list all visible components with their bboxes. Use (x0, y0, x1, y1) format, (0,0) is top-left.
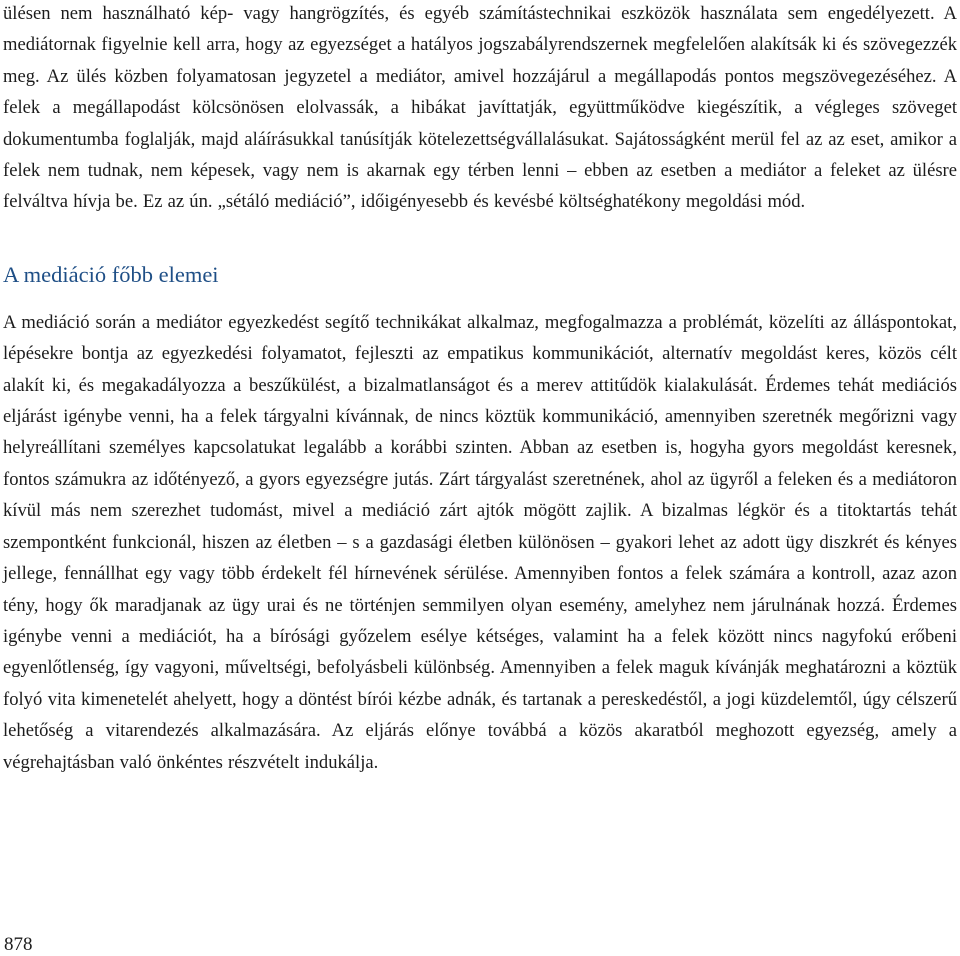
section-heading: A mediáció főbb elemei (3, 261, 219, 287)
document-page (3, 0, 957, 778)
body-paragraph-2: A mediáció során a mediátor egyezkedést segítő technikákat alkalmaz, megfogalmazza a problémát, közelíti az álláspontokat, lépésekre bontja az egyezkedési folyamatot, fejleszti az empatikus kommunikációt, alternatív megoldást keres, közös célt alakít ki, és megakadályozza a beszűkülést, a bizalmatlanságot és a merev attitűdök kialakulását. Érdemes tehát mediációs eljárást igénybe venni, ha a felek tárgyalni kívánnak, de nincs köztük kommunikáció, amennyiben szeretnék megőrizni vagy helyreállítani személyes kapcsolatukat legalább a korábbi szinten. Abban az esetben is, hogyha gyors megoldást keresnek, fontos számukra az időtényező, a gyors egyezségre jutás. Zárt tárgyalást szeretnének, ahol az ügyről a feleken és a mediátoron kívül más nem szerezhet tudomást, mivel a mediáció zárt ajtók mögött zajlik. A bizalmas légkör és a titoktartás tehát szempontként funkcionál, hiszen az életben – s a gazdasági életben különösen – gyakori lehet az adott ügy diszkrét és kényes jellege, fennállhat egy vagy több érdekelt fél hírnevének sérülése. Amennyiben fontos a felek számára a kontroll, azaz azon tény, hogy ők maradjanak az ügy urai és ne történjen semmilyen olyan esemény, amelyhez nem járulnának hozzá. Érdemes igénybe venni a mediációt, ha a bírósági győzelem esélye kétséges, valamint ha a felek között nincs nagyfokú erőbeni egyenlőtlenség, így vagyoni, műveltségi, befolyásbeli különbség. Amennyiben a felek maguk kívánják meghatározni a köztük folyó vita kimenetelét ahelyett, hogy a döntést bírói kézbe adnák, és tartanak a pereskedéstől, a jogi küzdelemtől, úgy célszerű lehetőség a vitarendezés alkalmazására. Az eljárás előnye továbbá a közös akaratból meghozott egyezség, amely a végrehajtásban való önkéntes részvételt indukálja. (3, 311, 957, 773)
page-number: 878 (4, 934, 33, 955)
body-paragraph-1: ülésen nem használható kép- vagy hangrögzítés, és egyéb számítástechnikai eszközök használata sem engedélyezett. A mediátornak figyelnie kell arra, hogy az egyezséget a hatályos jogszabályrendszernek megfelelően alakítsák ki és szövegezzék meg. Az ülés közben folyamatosan jegyzetel a mediátor, amivel hozzájárul a megállapodás pontos megszövegezéséhez. A felek a megállapodást kölcsönösen elolvassák, a hibákat javíttatják, együttműködve kiegészítik, a végleges szöveget dokumentumba foglalják, majd aláírásukkal tanúsítják kötelezettségvállalásukat. Sajátosságként merül fel az az eset, amikor a felek nem tudnak, nem képesek, vagy nem is akarnak egy térben lenni – ebben az esetben a mediátor a feleket az ülésre felváltva hívja be. Ez az ún. „sétáló mediáció”, időigényesebb és kevésbé költséghatékony megoldási mód. (3, 3, 957, 213)
